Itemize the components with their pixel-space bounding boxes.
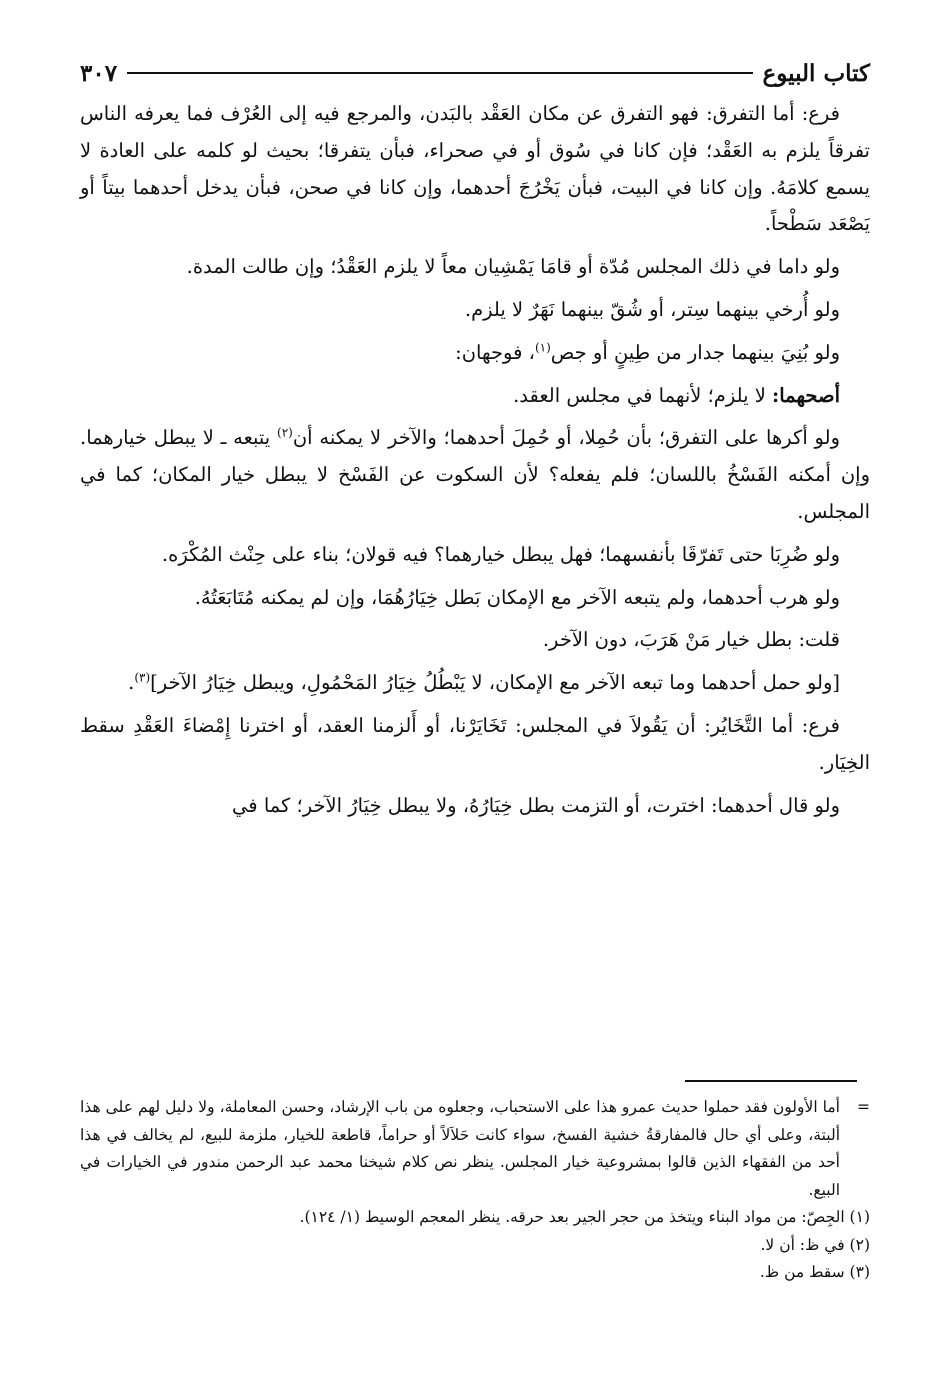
footnotes (80, 1094, 870, 1287)
paragraph: ولو قال أحدهما: اخترت، أو التزمت بطل خِيَارُهُ، ولا يبطل خِيَارُ الآخر؛ كما في (232, 793, 840, 817)
body-text (80, 96, 870, 830)
continuation-marker: = (857, 1098, 870, 1116)
paragraph: ولو أُرخي بينهما سِتر، أو شُقّ بينهما نَهَرٌ لا يلزم. (464, 297, 840, 321)
header-rule (127, 72, 752, 74)
paragraph: فرع: أما التَّخَايُر: أن يَقُولاَ في المجلس: تَخَايَرْنا، أو أَلزمنا العقد، أو اخترنا إِمْضاءَ العَقْدِ سقط الخِيَار. (80, 713, 870, 774)
paragraph: ولو أكرها على التفرق؛ بأن حُمِلا، أو حُمِلَ أحدهما؛ والآخر لا يمكنه أن$^{(٢)}$ يتبعه ـ لا يبطل خيارهما. وإن أمكنه الفَسْخُ باللسان؛ فلم يفعله؟ لأن السكوت عن الفَسْخ لا يبطل خيار المكان؛ كما في المجلس. (80, 425, 870, 523)
paragraph: [ولو حمل أحدهما وما تبعه الآخر مع الإمكان، لا يَبْطُلُ خِيَارُ المَحْمُولِ، ويبطل خِيَارُ الآخر]$^{(٣)}$. (128, 670, 840, 695)
footnote-item: (١) الجِصّ: من مواد البناء ويتخذ من حجر الجير بعد حرقه. ينظر المعجم الوسيط (١/ ١٢٤). (299, 1208, 870, 1226)
page-header (80, 56, 870, 90)
footnote-rule (685, 1080, 857, 1082)
page-number: ٣٠٧ (80, 59, 118, 87)
paragraph: قلت: بطل خيار مَنْ هَرَبَ، دون الآخر. (542, 628, 840, 652)
footnote-continuation: = أما الأولون فقد حملوا حديث عمرو هذا على الاستحباب، وجعلوه من باب الإرشاد، وحسن المعاملة، ولا دليل لهم على هذا ألبتة، وعلى أي حال فالمفارقةُ خشية الفسخ، سواء كانت حَلاَلاً أو حراماً، قاطعة للخيار، ملزمة للبيع، لم يخالف في هذا أحد من الفقهاء الذين قالوا بمشروعية خيار المجلس. ينظر نص كلام شيخنا محمد عبد الرحمن مندور في الخيارات في البيع. (80, 1094, 870, 1204)
paragraph-lead: أصحهما: (772, 383, 840, 407)
footnote-item: (٣) سقط من ظ. (759, 1263, 870, 1281)
paragraph: ولو هرب أحدهما، ولم يتبعه الآخر مع الإمكان بَطل خِيَارُهُمَا، وإن لم يمكنه مُتَابَعَتُهُ. (194, 585, 840, 609)
paragraph: ولو داما في ذلك المجلس مُدّة أو قامَا يَمْشِيان معاً لا يلزم العَقْدُ؛ وإن طالت المدة. (186, 255, 840, 279)
paragraph: ولو ضُرِبَا حتى تَفرّقَا بأنفسهما؛ فهل يبطل خيارهما؟ فيه قولان؛ بناء على حِنْث المُكْرَه. (161, 542, 840, 566)
footnote-ref: (١) (534, 340, 551, 355)
paragraph: فرع: أما التفرق: فهو التفرق عن مكان العَقْد بالبَدن، والمرجع فيه إلى العُرْف فما يعرفه الناس تفرقاً يلزم به العَقْد؛ فإن كانا في سُوق أو في صحراء، فبأن يتفرقا؛ بحيث لو كلمه على العادة لا يسمع كلامَهُ. وإن كانا في البيت، فبأن يَخْرُجَ أحدهما، وإن كانا في صحن، فبأن يدخل أحدهما بيتاً أو يَصْعَد سَطْحاً. (80, 102, 870, 236)
footnote-ref: (٢) (277, 425, 293, 440)
footnote-item: (٢) في ظ: أن لا. (760, 1235, 870, 1254)
paragraph: ولو بُنِيَ بينهما جدار من طِينٍ أو جص$^{(١)}$، فوجهان: (455, 340, 840, 364)
paragraph: أصحهما: لا يلزم؛ لأنهما في مجلس العقد. (513, 383, 840, 407)
running-head: كتاب البيوع (762, 59, 870, 87)
footnote-ref: (٣) (134, 670, 151, 685)
